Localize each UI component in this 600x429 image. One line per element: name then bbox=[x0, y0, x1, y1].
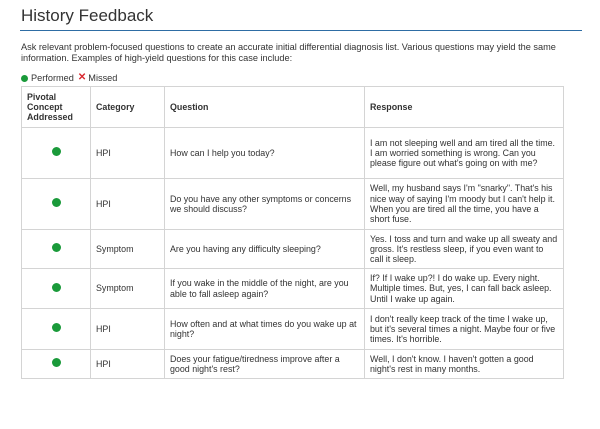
legend-missed-label: Missed bbox=[88, 73, 118, 83]
page-title: History Feedback bbox=[21, 6, 154, 25]
feedback-table bbox=[21, 86, 564, 379]
title-divider bbox=[20, 30, 582, 31]
green-dot-icon bbox=[21, 75, 28, 82]
response-cell: If? If I wake up?! I do wake up. Every night. Multiple times. But, yes, I can fall back asleep. Until I wake up again. bbox=[365, 269, 564, 309]
table-row bbox=[22, 128, 564, 179]
header-pivotal: Pivotal Concept Addressed bbox=[22, 87, 91, 128]
performed-dot-icon bbox=[52, 283, 61, 292]
category-cell: Symptom bbox=[91, 269, 165, 309]
response-cell: I don't really keep track of the time I wake up, but it's several times a night. Maybe four or five times. It's horrible. bbox=[365, 309, 564, 350]
category-cell: HPI bbox=[91, 179, 165, 230]
question-cell: How can I help you today? bbox=[165, 128, 365, 179]
header-category: Category bbox=[91, 87, 165, 128]
performed-dot-icon bbox=[52, 147, 61, 156]
table-row bbox=[22, 179, 564, 230]
red-x-icon: ✕ bbox=[77, 72, 87, 83]
question-cell: How often and at what times do you wake up at night? bbox=[165, 309, 365, 350]
performed-dot-icon bbox=[52, 323, 61, 332]
question-cell: Do you have any other symptoms or concerns we should discuss? bbox=[165, 179, 365, 230]
performed-dot-icon bbox=[52, 358, 61, 367]
response-cell: Yes. I toss and turn and wake up all sweaty and gross. It's restless sleep, if you even want to call it sleep. bbox=[365, 230, 564, 269]
response-cell: Well, I don't know. I haven't gotten a good night's rest in many months. bbox=[365, 350, 564, 379]
question-cell: If you wake in the middle of the night, are you able to fall asleep again? bbox=[165, 269, 365, 309]
header-response: Response bbox=[365, 87, 564, 128]
category-cell: Symptom bbox=[91, 230, 165, 269]
status-cell bbox=[22, 230, 91, 269]
category-cell: HPI bbox=[91, 350, 165, 379]
category-cell: HPI bbox=[91, 128, 165, 179]
question-cell: Are you having any difficulty sleeping? bbox=[165, 230, 365, 269]
response-cell: I am not sleeping well and am tired all the time. I am worried something is wrong. Can you please figure out what's going on with me? bbox=[365, 128, 564, 179]
status-cell bbox=[22, 128, 91, 179]
table-row bbox=[22, 230, 564, 269]
status-cell bbox=[22, 179, 91, 230]
status-cell bbox=[22, 269, 91, 309]
performed-dot-icon bbox=[52, 243, 61, 252]
performed-dot-icon bbox=[52, 198, 61, 207]
intro-text: Ask relevant problem-focused questions to create an accurate initial differential diagnosis list. Various questions may yield the same information. Examples of high-yield questions for this case include: bbox=[21, 42, 556, 63]
status-cell bbox=[22, 350, 91, 379]
response-cell: Well, my husband says I'm "snarky". That's his nice way of saying I'm moody but I can't help it. When you are tired all the time, you have a short fuse. bbox=[365, 179, 564, 230]
legend-performed-label: Performed bbox=[31, 73, 74, 83]
table-row bbox=[22, 350, 564, 379]
question-cell: Does your fatigue/tiredness improve after a good night's rest? bbox=[165, 350, 365, 379]
table-header-row bbox=[22, 87, 564, 128]
header-question: Question bbox=[165, 87, 365, 128]
legend bbox=[21, 72, 117, 84]
category-cell: HPI bbox=[91, 309, 165, 350]
status-cell bbox=[22, 309, 91, 350]
table-row bbox=[22, 309, 564, 350]
table-row bbox=[22, 269, 564, 309]
